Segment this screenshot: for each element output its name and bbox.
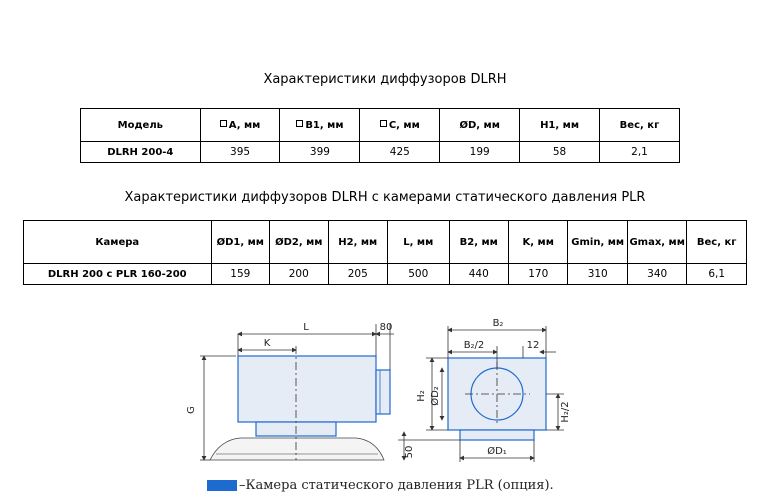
column-header: L, мм <box>388 221 450 264</box>
column-header: ØD2, мм <box>270 221 328 264</box>
column-header: ØD1, мм <box>211 221 269 264</box>
table-row <box>24 264 747 285</box>
column-header: K, мм <box>508 221 567 264</box>
chamber-body <box>238 356 376 422</box>
dim-label-H2: H₂ <box>416 390 427 402</box>
column-header: Gmin, мм <box>568 221 627 264</box>
table-cell: 170 <box>508 264 567 285</box>
table-cell: 205 <box>328 264 387 285</box>
spigot <box>376 370 390 414</box>
dim-label-80: 80 <box>379 322 393 333</box>
table-cell: 2,1 <box>599 142 679 163</box>
column-header: B2, мм <box>449 221 508 264</box>
square-icon <box>380 120 387 127</box>
chamber-spec-table <box>23 220 747 285</box>
side-view <box>186 322 394 460</box>
table1-title: Характеристики диффузоров DLRH <box>263 72 507 87</box>
table-cell: 310 <box>568 264 627 285</box>
column-header: B1, мм <box>280 109 360 142</box>
table-header-row <box>24 221 747 264</box>
square-icon <box>220 120 227 127</box>
table-cell: 425 <box>360 142 440 163</box>
table-cell: 58 <box>520 142 600 163</box>
table-cell: DLRH 200 с PLR 160-200 <box>24 264 212 285</box>
dim-label-B2: B₂ <box>492 318 504 329</box>
table-cell: 340 <box>627 264 686 285</box>
table-cell: 199 <box>440 142 520 163</box>
column-header: Вес, кг <box>599 109 679 142</box>
table-cell: 399 <box>280 142 360 163</box>
legend-swatch <box>207 480 237 491</box>
column-header: Модель <box>81 109 201 142</box>
table-row <box>81 142 680 163</box>
dim-label-50: 50 <box>404 445 415 459</box>
legend <box>207 476 554 494</box>
dim-label-D1: ØD₁ <box>487 446 507 457</box>
table-cell: 440 <box>449 264 508 285</box>
front-neck <box>460 430 534 440</box>
table-cell: 159 <box>211 264 269 285</box>
table-cell: 200 <box>270 264 328 285</box>
square-icon <box>296 120 303 127</box>
dim-label-L: L <box>303 322 309 333</box>
table-cell: 6,1 <box>687 264 747 285</box>
diffuser-body <box>210 438 384 460</box>
dim-label-G: G <box>186 406 197 414</box>
diffuser-spec-table <box>80 108 680 163</box>
column-header: Вес, кг <box>687 221 747 264</box>
column-header: H1, мм <box>520 109 600 142</box>
table-cell: 395 <box>200 142 280 163</box>
legend-text: –Камера статического давления PLR (опция). <box>239 477 554 493</box>
dim-label-K: K <box>263 338 271 349</box>
dim-label-H2-half: H₂/2 <box>560 401 571 423</box>
table-cell: 500 <box>388 264 450 285</box>
column-header: Камера <box>24 221 212 264</box>
column-header: A, мм <box>200 109 280 142</box>
column-header: ØD, мм <box>440 109 520 142</box>
front-view <box>398 318 571 462</box>
table2-title: Характеристики диффузоров DLRH с камерами статического давления PLR <box>124 190 646 205</box>
plenum-technical-drawing <box>180 310 600 470</box>
dim-label-D2: ØD₂ <box>430 386 441 406</box>
table-cell: DLRH 200-4 <box>81 142 201 163</box>
column-header: C, мм <box>360 109 440 142</box>
dim-label-B2-half: B₂/2 <box>463 340 485 351</box>
column-header: Gmax, мм <box>627 221 686 264</box>
dim-label-12: 12 <box>526 340 540 351</box>
table-header-row <box>81 109 680 142</box>
column-header: H2, мм <box>328 221 387 264</box>
